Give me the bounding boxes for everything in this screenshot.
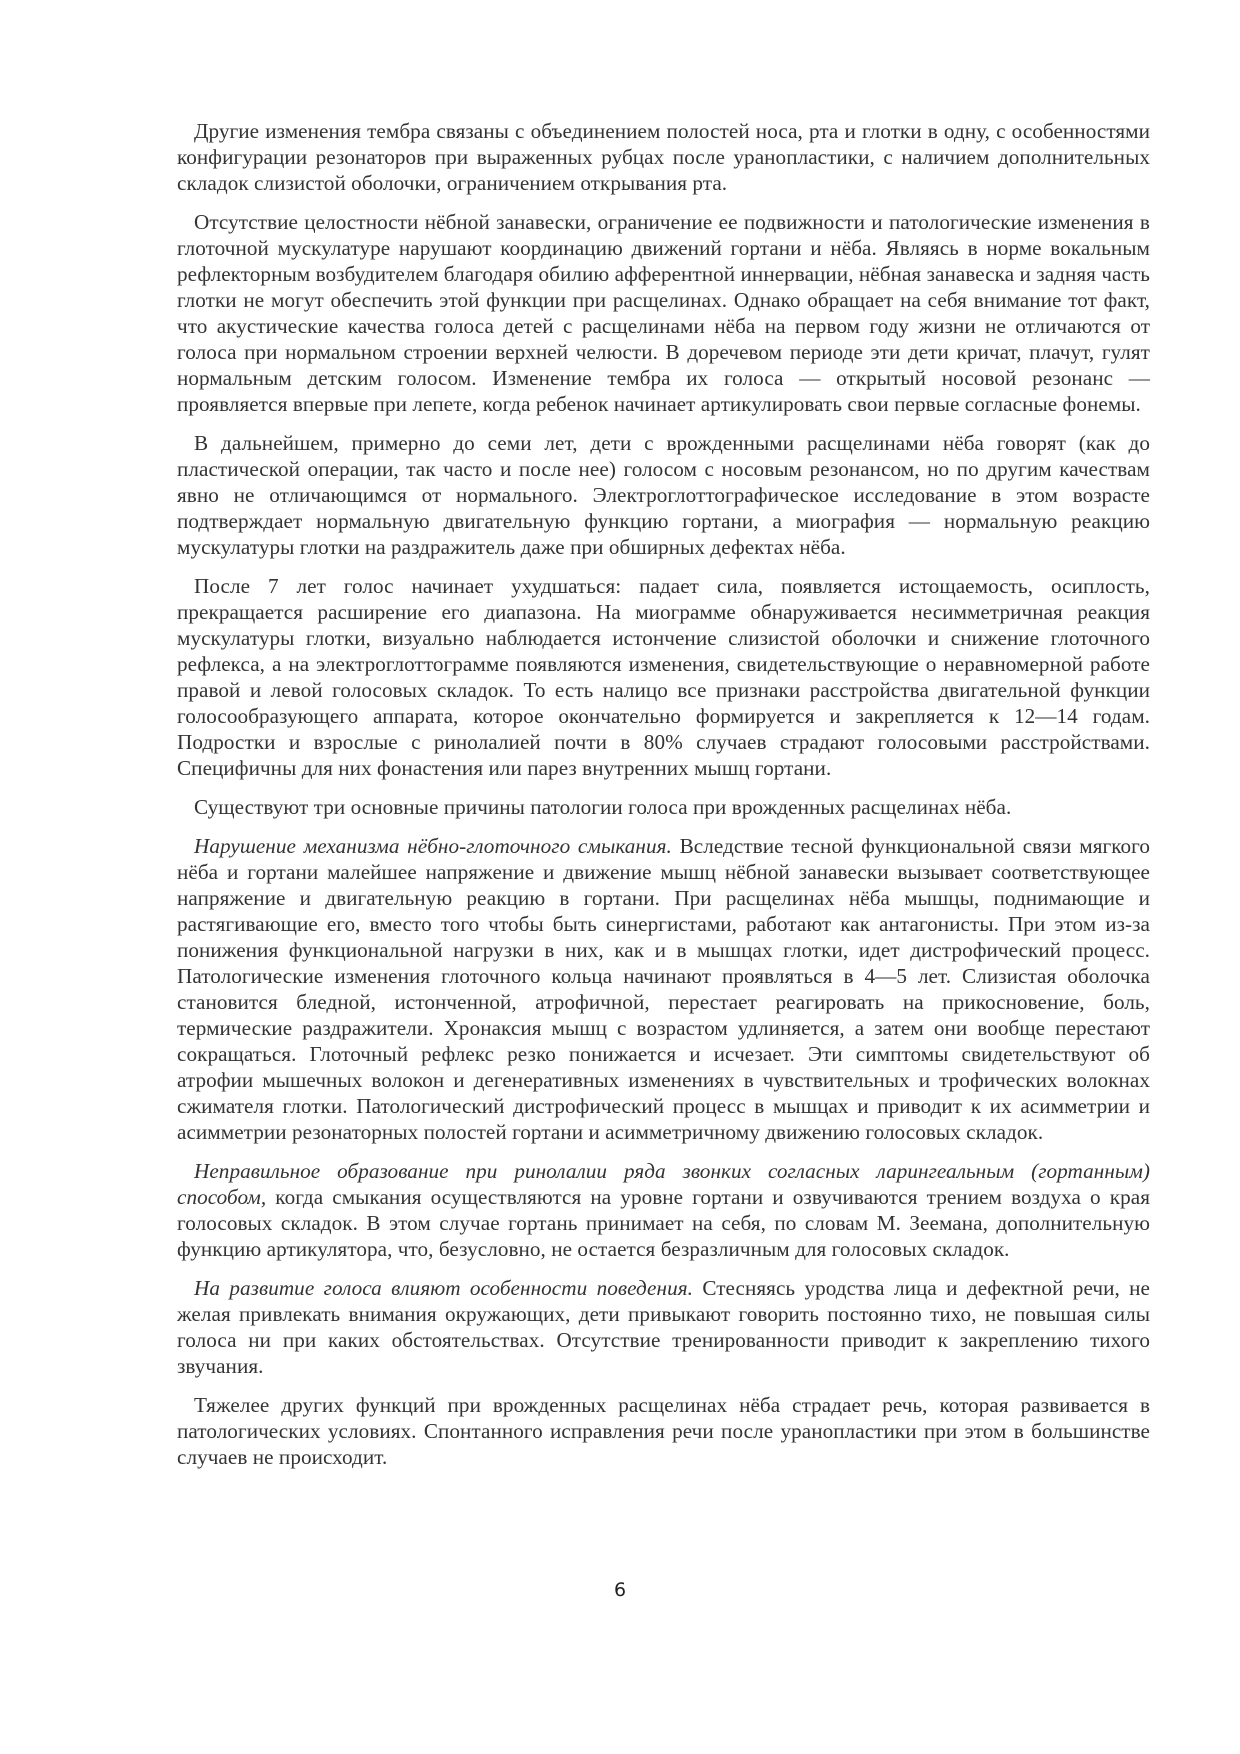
paragraph-9 (177, 1392, 1150, 1470)
paragraph-5 (177, 794, 1150, 820)
paragraph-3 (177, 430, 1150, 560)
paragraph-5-text: Существуют три основные причины патологии голоса при врожденных расщелинах нёба. (194, 795, 1012, 819)
paragraph-7-text: когда смыкания осуществляются на уровне гортани и озвучиваются трением воздуха о края голосовых складок. В этом случае гортань принимает на себя, по словам М. Зеемана, дополнительную функцию артикулятора, что, безусловно, не остается безразличным для голосовых складок. (177, 1185, 1150, 1261)
paragraph-8 (177, 1275, 1150, 1379)
paragraph-2 (177, 209, 1150, 417)
paragraph-7-lead: Неправильное образование при ринолалии ряда звонких согласных ларингеальным (гортанным) способом, (177, 1159, 1150, 1209)
paragraph-6 (177, 833, 1150, 1145)
body-text (177, 118, 1150, 1483)
paragraph-9-text: Тяжелее других функций при врожденных расщелинах нёба страдает речь, которая развивается в патологических условиях. Спонтанного исправления речи после уранопластики при этом в большинстве случаев не происходит. (177, 1393, 1150, 1469)
paragraph-1-text: Другие изменения тембра связаны с объединением полостей носа, рта и глотки в одну, с особенностями конфигурации резонаторов при выраженных рубцах после уранопластики, с наличием дополнительных складок слизистой оболочки, ограничением открывания рта. (177, 119, 1150, 195)
paragraph-2-text: Отсутствие целостности нёбной занавески, ограничение ее подвижности и патологические изменения в глоточной мускулатуре нарушают координацию движений гортани и нёба. Являясь в норме вокальным рефлекторным возбудителем благодаря обилию афферентной иннервации, нёбная занавеска и задняя часть глотки не могут обеспечить этой функции при расщелинах. Однако обращает на себя внимание тот факт, что акустические качества голоса детей с расщелинами нёба на первом году жизни не отличаются от голоса при нормальном строении верхней челюсти. В доречевом периоде эти дети кричат, плачут, гулят нормальным детским голосом. Изменение тембра их голоса — открытый носовой резонанс — проявляется впервые при лепете, когда ребенок начинает артикулировать свои первые согласные фонемы. (177, 210, 1150, 416)
paragraph-1 (177, 118, 1150, 196)
paragraph-6-text: Вследствие тесной функциональной связи мягкого нёба и гортани малейшее напряжение и движение мышц нёбной занавески вызывает соответствующее напряжение и двигательную реакцию в гортани. При расщелинах нёба мышцы, поднимающие и растягивающие его, вместо того чтобы быть синергистами, работают как антагонисты. При этом из-за понижения функциональной нагрузки в них, как и в мышцах глотки, идет дистрофический процесс. Патологические изменения глоточного кольца начинают проявляться в 4—5 лет. Слизистая оболочка становится бледной, истонченной, атрофичной, перестает реагировать на прикосновение, боль, термические раздражители. Хронаксия мышц с возрастом удлиняется, а затем они вообще перестают сокращаться. Глоточный рефлекс резко понижается и исчезает. Эти симптомы свидетельствуют об атрофии мышечных волокон и дегенеративных изменениях в чувствительных и трофических волокнах сжимателя глотки. Патологический дистрофический процесс в мышцах и приводит к их асимметрии и асимметрии резонаторных полостей гортани и асимметричному движению голосовых складок. (177, 834, 1151, 1144)
paragraph-7 (177, 1158, 1150, 1262)
paragraph-4 (177, 573, 1150, 781)
paragraph-8-text: Стесняясь уродства лица и дефектной речи, не желая привлекать внимания окружающих, дети привыкают говорить постоянно тихо, не повышая силы голоса ни при каких обстоятельствах. Отсутствие тренированности приводит к закреплению тихого звучания. (177, 1276, 1150, 1378)
paragraph-3-text: В дальнейшем, примерно до семи лет, дети с врожденными расщелинами нёба говорят (как до пластической операции, так часто и после нее) голосом с носовым резонансом, но по другим качествам явно не отличающимся от нормального. Электроглоттографическое исследование в этом возрасте подтверждает нормальную двигательную функцию гортани, а миография — нормальную реакцию мускулатуры глотки на раздражитель даже при обширных дефектах нёба. (177, 431, 1150, 559)
paragraph-4-text: После 7 лет голос начинает ухудшаться: падает сила, появляется истощаемость, осиплость, прекращается расширение его диапазона. На миограмме обнаруживается несимметричная реакция мускулатуры глотки, визуально наблюдается истончение слизистой оболочки и снижение глоточного рефлекса, а на электроглоттограмме появляются изменения, свидетельствующие о неравномерной работе правой и левой голосовых складок. То есть налицо все признаки расстройства двигательной функции голосообразующего аппарата, которое окончательно формируется и закрепляется к 12—14 годам. Подростки и взрослые с ринолалией почти в 80% случаев страдают голосовыми расстройствами. Специфичны для них фонастения или парез внутренних мышц гортани. (177, 574, 1150, 780)
paragraph-6-lead: Нарушение механизма нёбно-глоточного смыкания. (194, 834, 672, 858)
paragraph-8-lead: На развитие голоса влияют особенности поведения. (194, 1276, 693, 1300)
page-number: 6 (613, 1579, 627, 1601)
